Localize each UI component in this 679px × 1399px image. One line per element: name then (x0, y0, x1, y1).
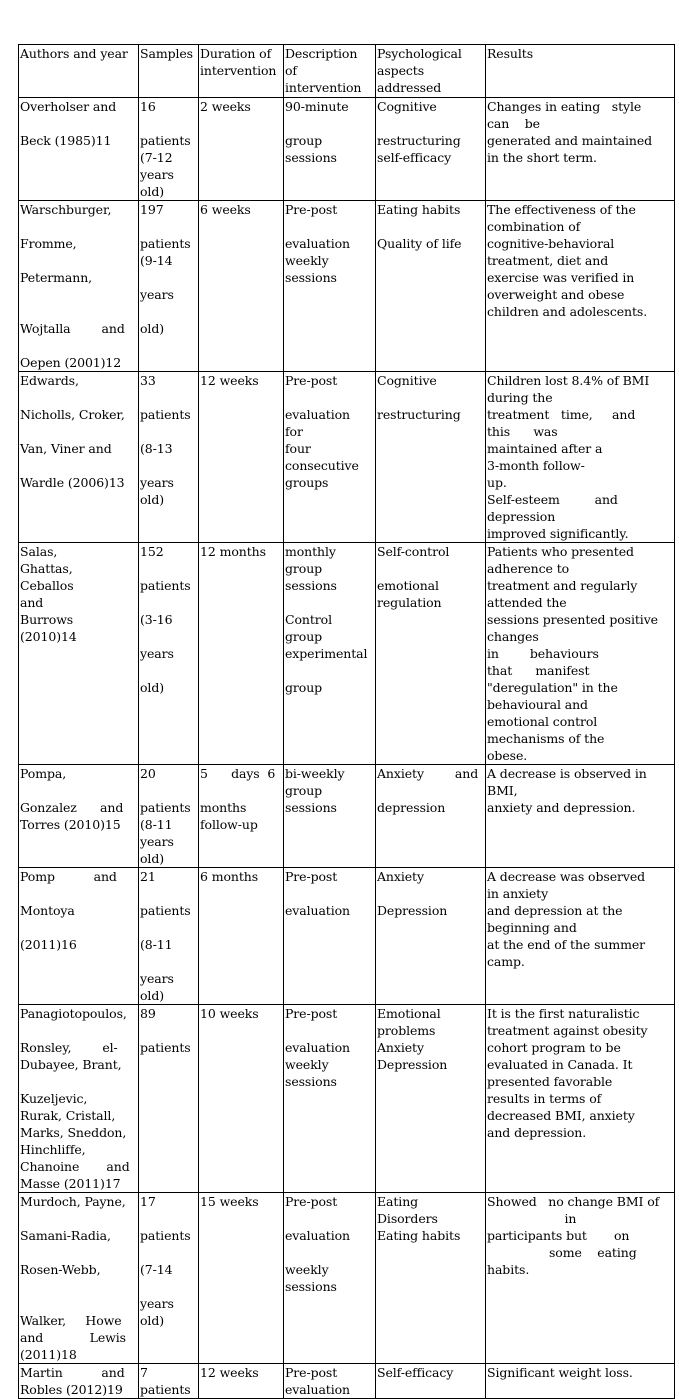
cell-line: Depression (377, 1057, 448, 1072)
cell-line: patients (140, 407, 191, 422)
cell-line: Pre-post (285, 202, 338, 217)
cell-samples (139, 201, 199, 372)
cell-line: sessions (285, 150, 337, 165)
header-results: Results (486, 45, 675, 98)
cell-line: weekly (285, 1057, 329, 1072)
cell-results (486, 201, 675, 372)
header-description: Description of intervention (284, 45, 376, 98)
cell-line: generated and maintained (487, 133, 653, 148)
cell-line: old) (140, 851, 165, 866)
cell-line: (8-13 (140, 441, 173, 456)
cell-line: sessions (285, 1074, 337, 1089)
cell-line: follow-up (200, 817, 258, 832)
cell-line: A decrease was observed (487, 869, 646, 884)
cell-line: Quality of life (377, 236, 462, 251)
cell-line: 12 weeks (200, 373, 259, 388)
cell-line: attended the (487, 595, 567, 610)
cell-line: 2 weeks (200, 99, 251, 114)
cell-duration (199, 98, 284, 201)
cell-description (284, 868, 376, 1005)
cell-line: evaluated in Canada. It (487, 1057, 633, 1072)
cell-line: emotional control (487, 714, 598, 729)
cell-description (284, 765, 376, 868)
cell-line: Pompa, (20, 766, 67, 781)
cell-duration (199, 1364, 284, 1399)
cell-line: years (140, 646, 174, 661)
cell-line: Self-esteem and (487, 492, 618, 507)
cell-line: can be (487, 116, 540, 131)
cell-line: Rurak, Cristall, (20, 1108, 116, 1123)
cell-authors (19, 372, 139, 543)
cell-line: obese. (487, 748, 528, 763)
table-row (19, 868, 675, 1005)
cell-results (486, 543, 675, 765)
cell-line: improved significantly. (487, 526, 629, 541)
cell-line: Pre-post (285, 1365, 338, 1380)
cell-line: "deregulation" in the (487, 680, 618, 695)
cell-line: in anxiety (487, 886, 549, 901)
cell-duration (199, 765, 284, 868)
cell-line: sessions (285, 1279, 337, 1294)
cell-results (486, 98, 675, 201)
cell-line: Petermann, (20, 270, 93, 285)
cell-line: patients (140, 1040, 191, 1055)
cell-line: 197 (140, 202, 164, 217)
cell-line: participants but on (487, 1228, 630, 1243)
table-row (19, 98, 675, 201)
cell-duration (199, 1005, 284, 1193)
cell-line: regulation (377, 595, 442, 610)
cell-authors (19, 868, 139, 1005)
cell-results (486, 1364, 675, 1399)
cell-aspects (376, 1364, 486, 1399)
cell-line: overweight and obese (487, 287, 625, 302)
cell-line: behavioural and (487, 697, 588, 712)
cell-line: four (285, 441, 311, 456)
cell-line: groups (285, 475, 329, 490)
cell-line: in behaviours (487, 646, 599, 661)
header-authors: Authors and year (19, 45, 139, 98)
cell-line: years (140, 287, 174, 302)
cell-line: Eating habits (377, 1228, 461, 1243)
cell-line: mechanisms of the (487, 731, 605, 746)
cell-line: cohort program to be (487, 1040, 621, 1055)
table-row (19, 543, 675, 765)
cell-line: 3-month follow- (487, 458, 585, 473)
cell-line: evaluation (285, 1228, 351, 1243)
cell-line: Murdoch, Payne, (20, 1194, 126, 1209)
cell-line: Salas, (20, 544, 58, 559)
cell-line: Warschburger, (20, 202, 112, 217)
cell-line: Pre-post (285, 869, 338, 884)
cell-line: evaluation (285, 236, 351, 251)
cell-authors (19, 98, 139, 201)
cell-line: Self-efficacy (377, 1365, 454, 1380)
cell-results (486, 868, 675, 1005)
cell-line: Changes in eating style (487, 99, 642, 114)
cell-line: Martin and (20, 1365, 125, 1380)
cell-samples (139, 372, 199, 543)
cell-authors (19, 765, 139, 868)
cell-aspects (376, 1005, 486, 1193)
cell-line: old) (140, 321, 165, 336)
cell-line: Eating habits (377, 202, 461, 217)
cell-line: in (487, 1211, 577, 1226)
cell-line: A decrease is observed in (487, 766, 647, 781)
cell-line: treatment, diet and (487, 253, 609, 268)
cell-aspects (376, 98, 486, 201)
cell-description (284, 1193, 376, 1364)
cell-line: maintained after a (487, 441, 603, 456)
cell-line: Ghattas, (20, 561, 73, 576)
cell-description (284, 543, 376, 765)
cell-aspects (376, 1193, 486, 1364)
cell-line: changes (487, 629, 539, 644)
cell-line: restructuring (377, 407, 461, 422)
header-samples: Samples (139, 45, 199, 98)
cell-duration (199, 372, 284, 543)
cell-line: Robles (2012)19 (20, 1382, 123, 1397)
cell-line: emotional (377, 578, 439, 593)
cell-line: Disorders (377, 1211, 438, 1226)
cell-line: patients (140, 236, 191, 251)
cell-line: years (140, 475, 174, 490)
cell-line: (7-14 (140, 1262, 173, 1277)
cell-samples (139, 1005, 199, 1193)
cell-line: Ceballos (20, 578, 74, 593)
cell-line: (8-11 (140, 817, 173, 832)
table-row (19, 1193, 675, 1364)
cell-line: Edwards, (20, 373, 79, 388)
cell-line: (8-11 (140, 937, 173, 952)
cell-line: Significant weight loss. (487, 1365, 633, 1380)
cell-results (486, 1193, 675, 1364)
cell-line: 33 (140, 373, 156, 388)
cell-line: evaluation (285, 1382, 351, 1397)
cell-line: BMI, (487, 783, 518, 798)
cell-line: Showed no change BMI of (487, 1194, 660, 1209)
cell-line: Dubayee, Brant, (20, 1057, 122, 1072)
cell-line: weekly (285, 253, 329, 268)
cell-description (284, 98, 376, 201)
cell-samples (139, 765, 199, 868)
cell-line: evaluation (285, 1040, 351, 1055)
cell-line: patients (140, 578, 191, 593)
cell-line: patients (140, 800, 191, 815)
cell-line: Nicholls, Croker, (20, 407, 125, 422)
cell-line: patients (140, 133, 191, 148)
cell-line: (2011)18 (20, 1347, 77, 1362)
table-body (19, 98, 675, 1399)
cell-line: Burrows (20, 612, 74, 627)
cell-line: bi-weekly (285, 766, 345, 781)
cell-line: 12 weeks (200, 1365, 259, 1380)
cell-line: results in terms of (487, 1091, 602, 1106)
cell-line: Masse (2011)17 (20, 1176, 121, 1191)
cell-line: 6 months (200, 869, 259, 884)
table-row (19, 201, 675, 372)
cell-description (284, 1364, 376, 1399)
cell-line: restructuring (377, 133, 461, 148)
cell-line: and depression. (487, 1125, 587, 1140)
cell-line: Anxiety (377, 869, 424, 884)
cell-line: months (200, 800, 247, 815)
cell-line: 17 (140, 1194, 156, 1209)
cell-line: Beck (1985)11 (20, 133, 112, 148)
cell-line: Overholser and (20, 99, 117, 114)
cell-line: Marks, Sneddon, (20, 1125, 127, 1140)
cell-line: Pre-post (285, 373, 338, 388)
cell-line: Panagiotopoulos, (20, 1006, 127, 1021)
cell-line: depression (377, 800, 446, 815)
cell-line: depression (487, 509, 556, 524)
cell-line: and Lewis (20, 1330, 126, 1345)
cell-line: (9-14 (140, 253, 173, 268)
cell-line: The effectiveness of the (487, 202, 636, 217)
cell-duration (199, 201, 284, 372)
cell-line: Children lost 8.4% of BMI (487, 373, 650, 388)
cell-line: evaluation (285, 903, 351, 918)
cell-duration (199, 1193, 284, 1364)
cell-line: Walker, Howe (20, 1313, 122, 1328)
cell-results (486, 1005, 675, 1193)
cell-line: Wardle (2006)13 (20, 475, 125, 490)
cell-line: It is the first naturalistic (487, 1006, 640, 1021)
cell-line: 89 (140, 1006, 156, 1021)
cell-authors (19, 1193, 139, 1364)
cell-line: Pre-post (285, 1194, 338, 1209)
cell-line: presented favorable (487, 1074, 613, 1089)
cell-line: and (20, 595, 44, 610)
table-row (19, 1364, 675, 1399)
cell-line: that manifest (487, 663, 590, 678)
cell-description (284, 372, 376, 543)
cell-line: up. (487, 475, 507, 490)
cell-line: Oepen (2001)12 (20, 355, 122, 370)
cell-line: (7-12 (140, 150, 173, 165)
cell-line: old) (140, 988, 165, 1003)
cell-line: children and adolescents. (487, 304, 648, 319)
cell-line: Pomp and (20, 869, 117, 884)
cell-line: problems (377, 1023, 436, 1038)
cell-line: camp. (487, 954, 525, 969)
cell-line: 16 (140, 99, 156, 114)
cell-line: Emotional (377, 1006, 441, 1021)
cell-line: old) (140, 680, 165, 695)
cell-line: cognitive-behavioral (487, 236, 615, 251)
cell-line: (3-16 (140, 612, 173, 627)
cell-line: and depression at the (487, 903, 623, 918)
table-row (19, 1005, 675, 1193)
cell-line: 90-minute (285, 99, 349, 114)
cell-line: patients (140, 1382, 191, 1397)
cell-line: habits. (487, 1262, 530, 1277)
cell-aspects (376, 372, 486, 543)
cell-line: years (140, 1296, 174, 1311)
cell-line: Depression (377, 903, 448, 918)
cell-samples (139, 98, 199, 201)
cell-line: Rosen-Webb, (20, 1262, 101, 1277)
cell-line: (2011)16 (20, 937, 77, 952)
cell-line: Samani-Radia, (20, 1228, 111, 1243)
cell-line: exercise was verified in (487, 270, 635, 285)
cell-line: sessions (285, 578, 337, 593)
cell-line: Self-control (377, 544, 450, 559)
cell-line: (2010)14 (20, 629, 77, 644)
cell-line: this was (487, 424, 558, 439)
header-duration: Duration of intervention (199, 45, 284, 98)
cell-line: 10 weeks (200, 1006, 259, 1021)
cell-line: 20 (140, 766, 156, 781)
cell-line: Fromme, (20, 236, 77, 251)
cell-line: monthly (285, 544, 336, 559)
table-row (19, 372, 675, 543)
cell-line: treatment against obesity (487, 1023, 648, 1038)
cell-line: during the (487, 390, 553, 405)
cell-line: combination of (487, 219, 581, 234)
cell-line: 12 months (200, 544, 266, 559)
cell-line: Hinchliffe, (20, 1142, 86, 1157)
cell-line: consecutive (285, 458, 359, 473)
cell-line: anxiety and depression. (487, 800, 636, 815)
cell-aspects (376, 868, 486, 1005)
studies-table (18, 44, 675, 1399)
cell-line: old) (140, 184, 165, 199)
cell-line: weekly (285, 1262, 329, 1277)
cell-samples (139, 868, 199, 1005)
cell-results (486, 372, 675, 543)
cell-line: treatment time, and (487, 407, 636, 422)
cell-line: group (285, 680, 323, 695)
cell-line: Pre-post (285, 1006, 338, 1021)
cell-line: Kuzeljevic, (20, 1091, 88, 1106)
cell-description (284, 1005, 376, 1193)
cell-line: Eating (377, 1194, 419, 1209)
cell-line: Gonzalez and (20, 800, 124, 815)
cell-line: 152 (140, 544, 164, 559)
cell-aspects (376, 543, 486, 765)
cell-line: Van, Viner and (20, 441, 112, 456)
cell-line: at the end of the summer (487, 937, 646, 952)
cell-line: Patients who presented (487, 544, 634, 559)
cell-line: group (285, 783, 323, 798)
cell-description (284, 201, 376, 372)
cell-line: Ronsley, el- (20, 1040, 118, 1055)
cell-line: Cognitive (377, 373, 437, 388)
cell-authors (19, 1005, 139, 1193)
cell-line: self-efficacy (377, 150, 452, 165)
cell-samples (139, 1193, 199, 1364)
cell-line: 7 (140, 1365, 148, 1380)
cell-line: evaluation (285, 407, 351, 422)
table-row (19, 765, 675, 868)
cell-line: patients (140, 903, 191, 918)
cell-line: for (285, 424, 303, 439)
cell-line: 21 (140, 869, 156, 884)
header-aspects: Psychological aspects addressed (376, 45, 486, 98)
cell-samples (139, 543, 199, 765)
cell-line: Anxiety (377, 1040, 424, 1055)
cell-authors (19, 201, 139, 372)
cell-line: sessions (285, 800, 337, 815)
cell-line: 5 days 6 (200, 766, 276, 781)
cell-line: Anxiety and (377, 766, 479, 781)
cell-results (486, 765, 675, 868)
cell-line: treatment and regularly (487, 578, 638, 593)
cell-line: 15 weeks (200, 1194, 259, 1209)
cell-aspects (376, 765, 486, 868)
cell-line: Torres (2010)15 (20, 817, 121, 832)
cell-duration (199, 543, 284, 765)
cell-line: some eating (487, 1245, 637, 1260)
cell-line: Chanoine and (20, 1159, 130, 1174)
cell-line: 6 weeks (200, 202, 251, 217)
cell-samples (139, 1364, 199, 1399)
cell-authors (19, 543, 139, 765)
cell-line: experimental (285, 646, 368, 661)
cell-line: group (285, 561, 323, 576)
cell-line: old) (140, 1313, 165, 1328)
cell-line: sessions (285, 270, 337, 285)
cell-line: group (285, 133, 323, 148)
cell-line: decreased BMI, anxiety (487, 1108, 635, 1123)
cell-authors (19, 1364, 139, 1399)
cell-line: in the short term. (487, 150, 597, 165)
cell-line: adherence to (487, 561, 570, 576)
cell-line: Control (285, 612, 332, 627)
cell-line: Wojtalla and (20, 321, 125, 336)
cell-line: beginning and (487, 920, 577, 935)
cell-duration (199, 868, 284, 1005)
cell-line: Cognitive (377, 99, 437, 114)
cell-line: years (140, 167, 174, 182)
cell-line: Montoya (20, 903, 75, 918)
cell-line: years (140, 834, 174, 849)
cell-line: group (285, 629, 323, 644)
header-row (19, 45, 675, 98)
cell-line: patients (140, 1228, 191, 1243)
cell-aspects (376, 201, 486, 372)
cell-line: old) (140, 492, 165, 507)
cell-line: years (140, 971, 174, 986)
cell-line: sessions presented positive (487, 612, 658, 627)
